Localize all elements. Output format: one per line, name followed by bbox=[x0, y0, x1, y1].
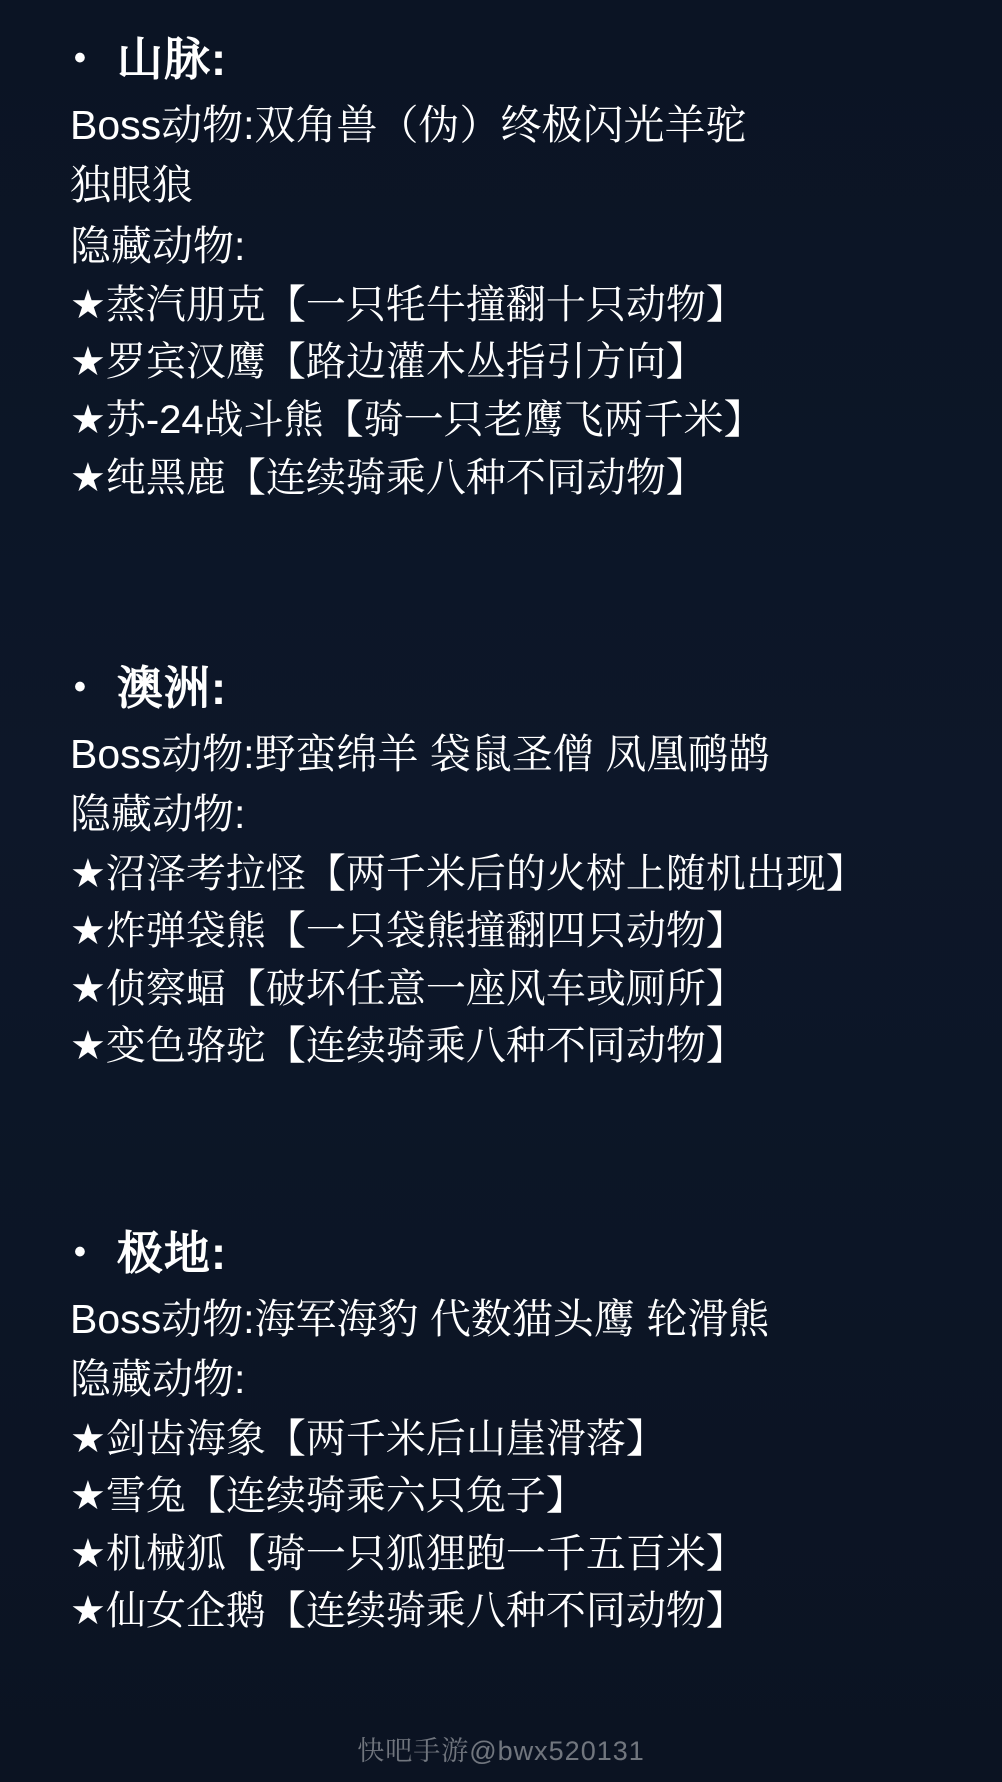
section-mountain bbox=[26, 28, 976, 507]
list-item: ★变色骆驼【连续骑乘八种不同动物】 bbox=[70, 1024, 746, 1069]
section-heading bbox=[26, 1222, 976, 1284]
list-item: ★机械狐【骑一只狐狸跑一千五百米】 bbox=[70, 1531, 746, 1576]
section-australia bbox=[26, 657, 976, 1076]
list-item: ★蒸汽朋克【一只牦牛撞翻十只动物】 bbox=[70, 282, 746, 327]
list-item: ★苏-24战斗熊【骑一只老鹰飞两千米】 bbox=[70, 397, 764, 442]
section-heading bbox=[26, 28, 976, 90]
bullet-icon: • bbox=[74, 1233, 87, 1272]
list-item: ★纯黑鹿【连续骑乘八种不同动物】 bbox=[70, 455, 706, 500]
boss-line: Boss动物:野蛮绵羊 袋鼠圣僧 凤凰鸸鹋 bbox=[70, 731, 770, 778]
watermark: 快吧手游@bwx520131 bbox=[357, 1736, 645, 1766]
section-title: 澳洲: bbox=[116, 662, 228, 715]
section-title: 山脉: bbox=[116, 33, 228, 85]
boss-line: 独眼狼 bbox=[70, 162, 193, 209]
section-title: 极地: bbox=[116, 1227, 228, 1280]
hidden-animals-label: 隐藏动物: bbox=[70, 222, 246, 269]
section-divider-space bbox=[26, 507, 976, 657]
section-polar bbox=[26, 1222, 976, 1641]
list-item: ★侦察蝠【破坏任意一座风车或厕所】 bbox=[70, 966, 746, 1011]
boss-line: Boss动物:海军海豹 代数猫头鹰 轮滑熊 bbox=[70, 1296, 770, 1343]
list-item: ★仙女企鹅【连续骑乘八种不同动物】 bbox=[70, 1589, 746, 1634]
bullet-icon: • bbox=[74, 668, 87, 707]
list-item: ★沼泽考拉怪【两千米后的火树上随机出现】 bbox=[70, 851, 866, 896]
bullet-icon: • bbox=[74, 39, 87, 77]
section-divider-space bbox=[26, 1076, 976, 1222]
list-item: ★罗宾汉鹰【路边灌木丛指引方向】 bbox=[70, 340, 706, 385]
hidden-animals-label: 隐藏动物: bbox=[70, 791, 246, 838]
list-item: ★雪兔【连续骑乘六只兔子】 bbox=[70, 1474, 586, 1519]
hidden-animals-label: 隐藏动物: bbox=[70, 1356, 246, 1403]
list-item: ★剑齿海象【两千米后山崖滑落】 bbox=[70, 1416, 666, 1461]
boss-line: Boss动物:双角兽（伪）终极闪光羊驼 bbox=[70, 102, 747, 149]
list-item: ★炸弹袋熊【一只袋熊撞翻四只动物】 bbox=[70, 909, 746, 954]
section-heading bbox=[26, 657, 976, 719]
